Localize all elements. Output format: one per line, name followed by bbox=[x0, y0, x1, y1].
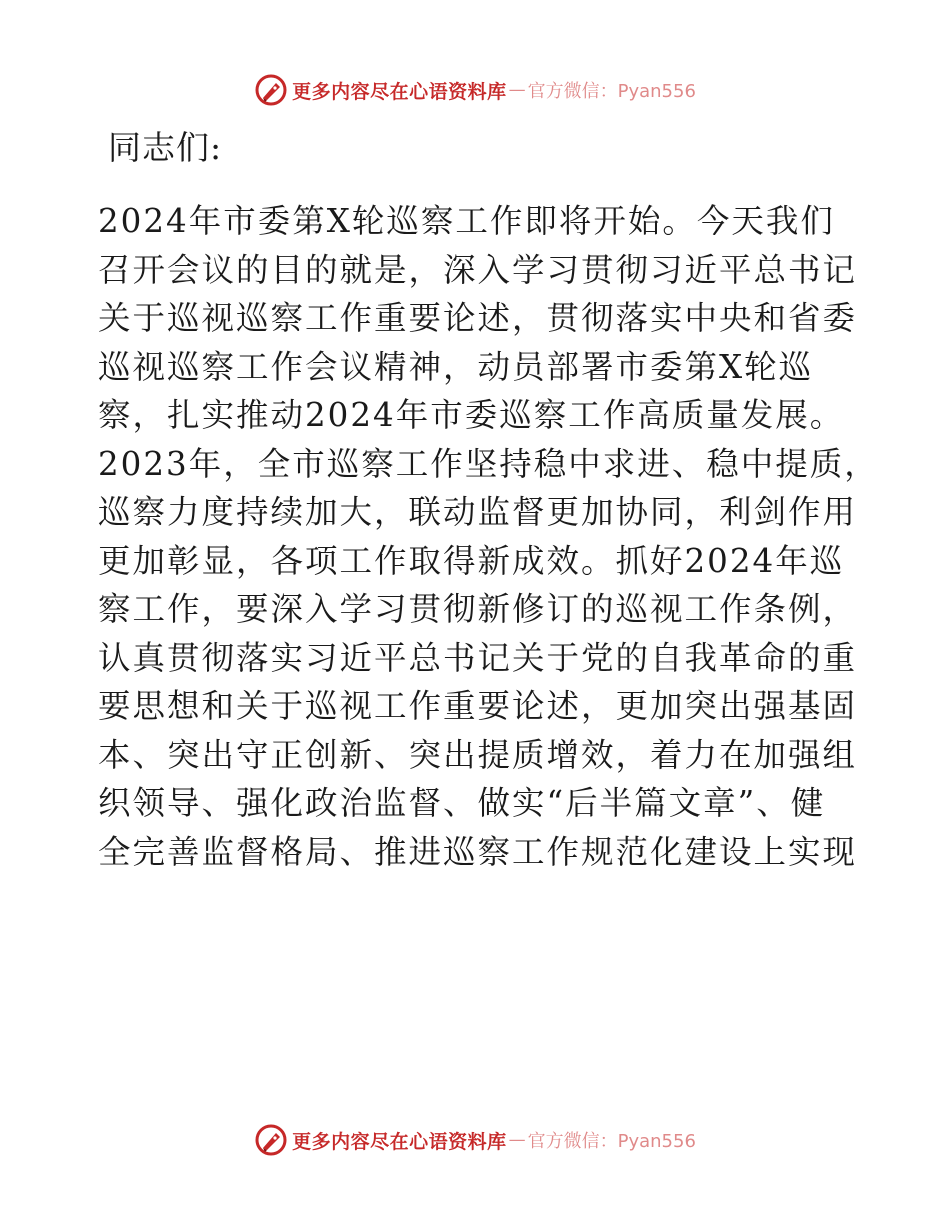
banner-wechat-text: 官方微信：Pyan556 bbox=[527, 1131, 696, 1152]
body-line: 2024年市委第X轮巡察工作即将开始。今天我们 bbox=[98, 202, 835, 240]
banner-promo-text: 更多内容尽在心语资料库 bbox=[292, 1130, 507, 1153]
pen-nib-circle-logo-icon bbox=[254, 1123, 288, 1157]
salutation: 同志们: bbox=[108, 128, 223, 167]
body-line: 认真贯彻落实习近平总书记关于党的自我革命的重 bbox=[98, 638, 858, 677]
banner-wechat-text: 官方微信：Pyan556 bbox=[527, 81, 696, 102]
body-line: 召开会议的目的就是，深入学习贯彻习近平总书记 bbox=[98, 250, 858, 289]
body-line: 察工作，要深入学习贯彻新修订的巡视工作条例， bbox=[98, 590, 858, 628]
body-line: 全完善监督格局、推进巡察工作规范化建设上实现 bbox=[98, 832, 858, 871]
body-line: 巡视巡察工作会议精神，动员部署市委第X轮巡 bbox=[98, 347, 814, 386]
body-line: 2023年，全市巡察工作坚持稳中求进、稳中提质， bbox=[98, 444, 879, 483]
body-line: 织领导、强化政治监督、做实“后半篇文章”、健 bbox=[98, 784, 826, 822]
body-line: 本、突出守正创新、突出提质增效，着力在加强组 bbox=[98, 735, 858, 774]
header-banner bbox=[0, 72, 950, 108]
body-line: 察，扎实推动2024年市委巡察工作高质量发展。 bbox=[98, 396, 845, 434]
banner-dash: — bbox=[508, 1130, 526, 1150]
body-line: 巡察力度持续加大，联动监督更加协同，利剑作用 bbox=[98, 493, 858, 531]
body-line: 关于巡视巡察工作重要论述，贯彻落实中央和省委 bbox=[98, 299, 858, 337]
banner-promo-text: 更多内容尽在心语资料库 bbox=[292, 80, 507, 103]
pen-nib-circle-logo-icon bbox=[254, 73, 288, 107]
footer-banner bbox=[0, 1122, 950, 1158]
document-body bbox=[98, 197, 879, 876]
body-line: 更加彰显，各项工作取得新成效。抓好2024年巡 bbox=[98, 541, 845, 580]
body-line: 要思想和关于巡视工作重要论述，更加突出强基固 bbox=[98, 687, 858, 725]
banner-dash: — bbox=[508, 80, 526, 100]
